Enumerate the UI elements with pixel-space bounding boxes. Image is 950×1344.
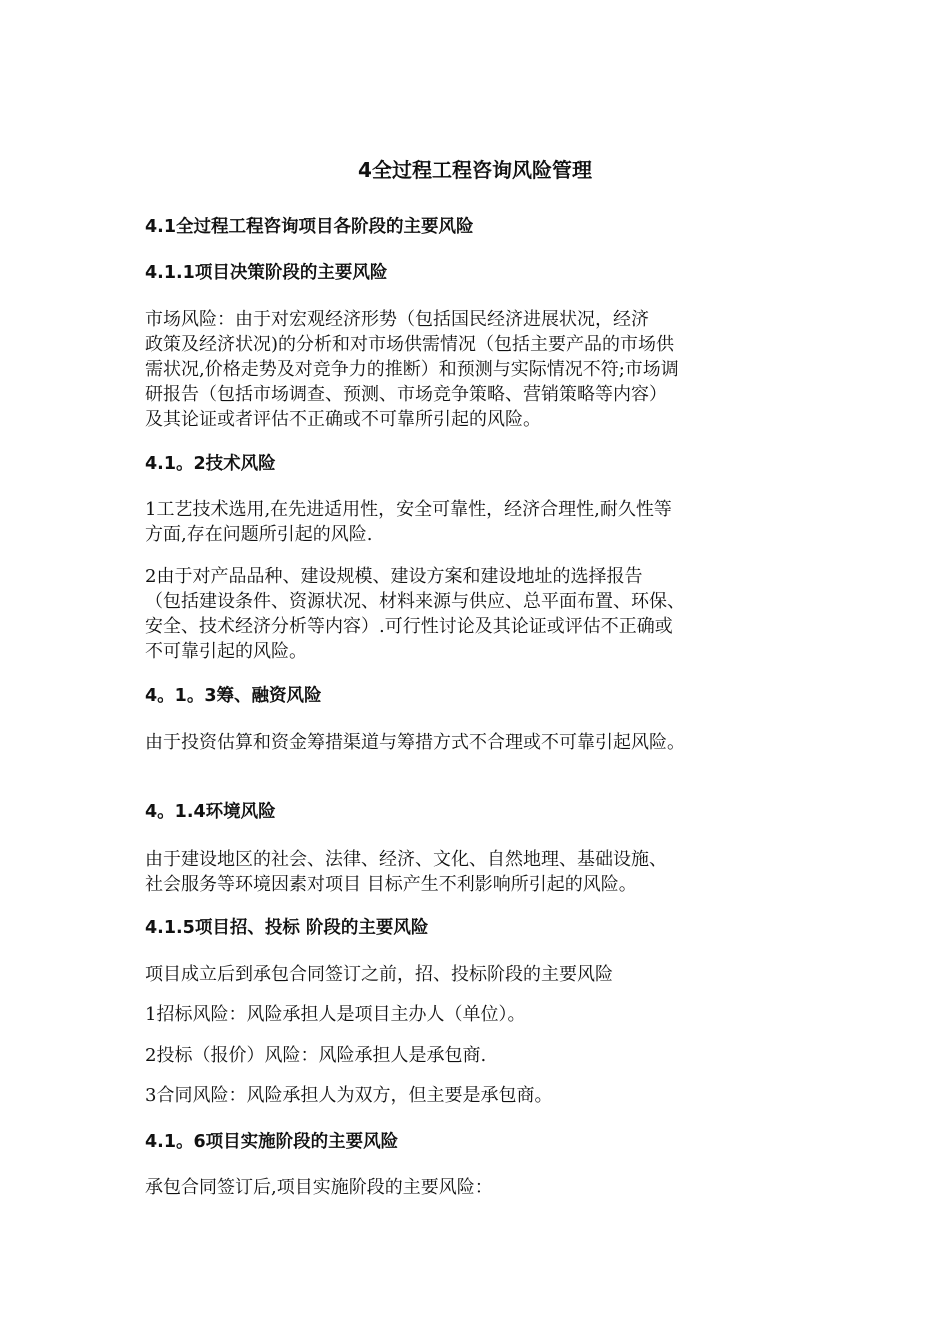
paragraph-line: 安全、技术经济分析等内容）.可行性讨论及其论证或评估不正确或 (145, 616, 673, 637)
section-heading-4-1-4: 4。1.4环境风险 (145, 802, 276, 822)
paragraph-line: 及其论证或者评估不正确或不可靠所引起的风险。 (145, 409, 541, 430)
paragraph-line: 社会服务等环境因素对项目 目标产生不利影响所引起的风险。 (145, 874, 637, 895)
paragraph-line: 研报告（包括市场调查、预测、市场竞争策略、营销策略等内容） (145, 384, 667, 405)
chapter-title: 4全过程工程咨询风险管理 (358, 158, 592, 182)
paragraph-line: 由于投资估算和资金筹措渠道与筹措方式不合理或不可靠引起风险。 (145, 732, 685, 753)
paragraph-environment-risk (145, 847, 815, 897)
section-heading-4-1-2: 4.1。2技术风险 (145, 454, 276, 474)
paragraph-line: （包括建设条件、资源状况、材料来源与供应、总平面布置、环保、 (145, 591, 685, 612)
paragraph-bid-intro (145, 962, 815, 987)
list-item-bid-risk (145, 1002, 815, 1027)
paragraph-tech-risk-1 (145, 497, 815, 547)
list-item-tender-risk (145, 1043, 815, 1068)
paragraph-market-risk (145, 307, 815, 432)
paragraph-line: 承包合同签订后,项目实施阶段的主要风险： (145, 1177, 493, 1198)
list-item-contract-risk (145, 1083, 815, 1108)
paragraph-tech-risk-2 (145, 564, 815, 664)
paragraph-line: 2投标（报价）风险：风险承担人是承包商. (145, 1045, 487, 1066)
paragraph-line: 项目成立后到承包合同签订之前，招、投标阶段的主要风险 (145, 964, 613, 985)
paragraph-line: 方面,存在问题所引起的风险. (145, 524, 373, 545)
section-heading-4-1-1: 4.1.1项目决策阶段的主要风险 (145, 263, 388, 283)
paragraph-implementation (145, 1175, 815, 1200)
paragraph-line: 1工艺技术选用,在先进适用性，安全可靠性，经济合理性,耐久性等 (145, 499, 672, 520)
paragraph-line: 需状况,价格走势及对竞争力的推断）和预测与实际情况不符;市场调 (145, 359, 679, 380)
paragraph-finance-risk (145, 730, 815, 755)
paragraph-line: 由于建设地区的社会、法律、经济、文化、自然地理、基础设施、 (145, 849, 667, 870)
section-heading-4-1: 4.1全过程工程咨询项目各阶段的主要风险 (145, 217, 474, 237)
section-heading-4-1-5: 4.1.5项目招、投标 阶段的主要风险 (145, 918, 429, 938)
paragraph-line: 3合同风险：风险承担人为双方，但主要是承包商。 (145, 1085, 553, 1106)
paragraph-line: 市场风险：由于对宏观经济形势（包括国民经济进展状况，经济 (145, 309, 649, 330)
paragraph-line: 政策及经济状况)的分析和对市场供需情况（包括主要产品的市场供 (145, 334, 675, 355)
section-heading-4-1-6: 4.1。6项目实施阶段的主要风险 (145, 1132, 399, 1152)
paragraph-line: 2由于对产品品种、建设规模、建设方案和建设地址的选择报告 (145, 566, 643, 587)
paragraph-line: 1招标风险：风险承担人是项目主办人（单位）。 (145, 1004, 526, 1025)
paragraph-line: 不可靠引起的风险。 (145, 641, 307, 662)
section-heading-4-1-3: 4。1。3筹、融资风险 (145, 686, 322, 706)
